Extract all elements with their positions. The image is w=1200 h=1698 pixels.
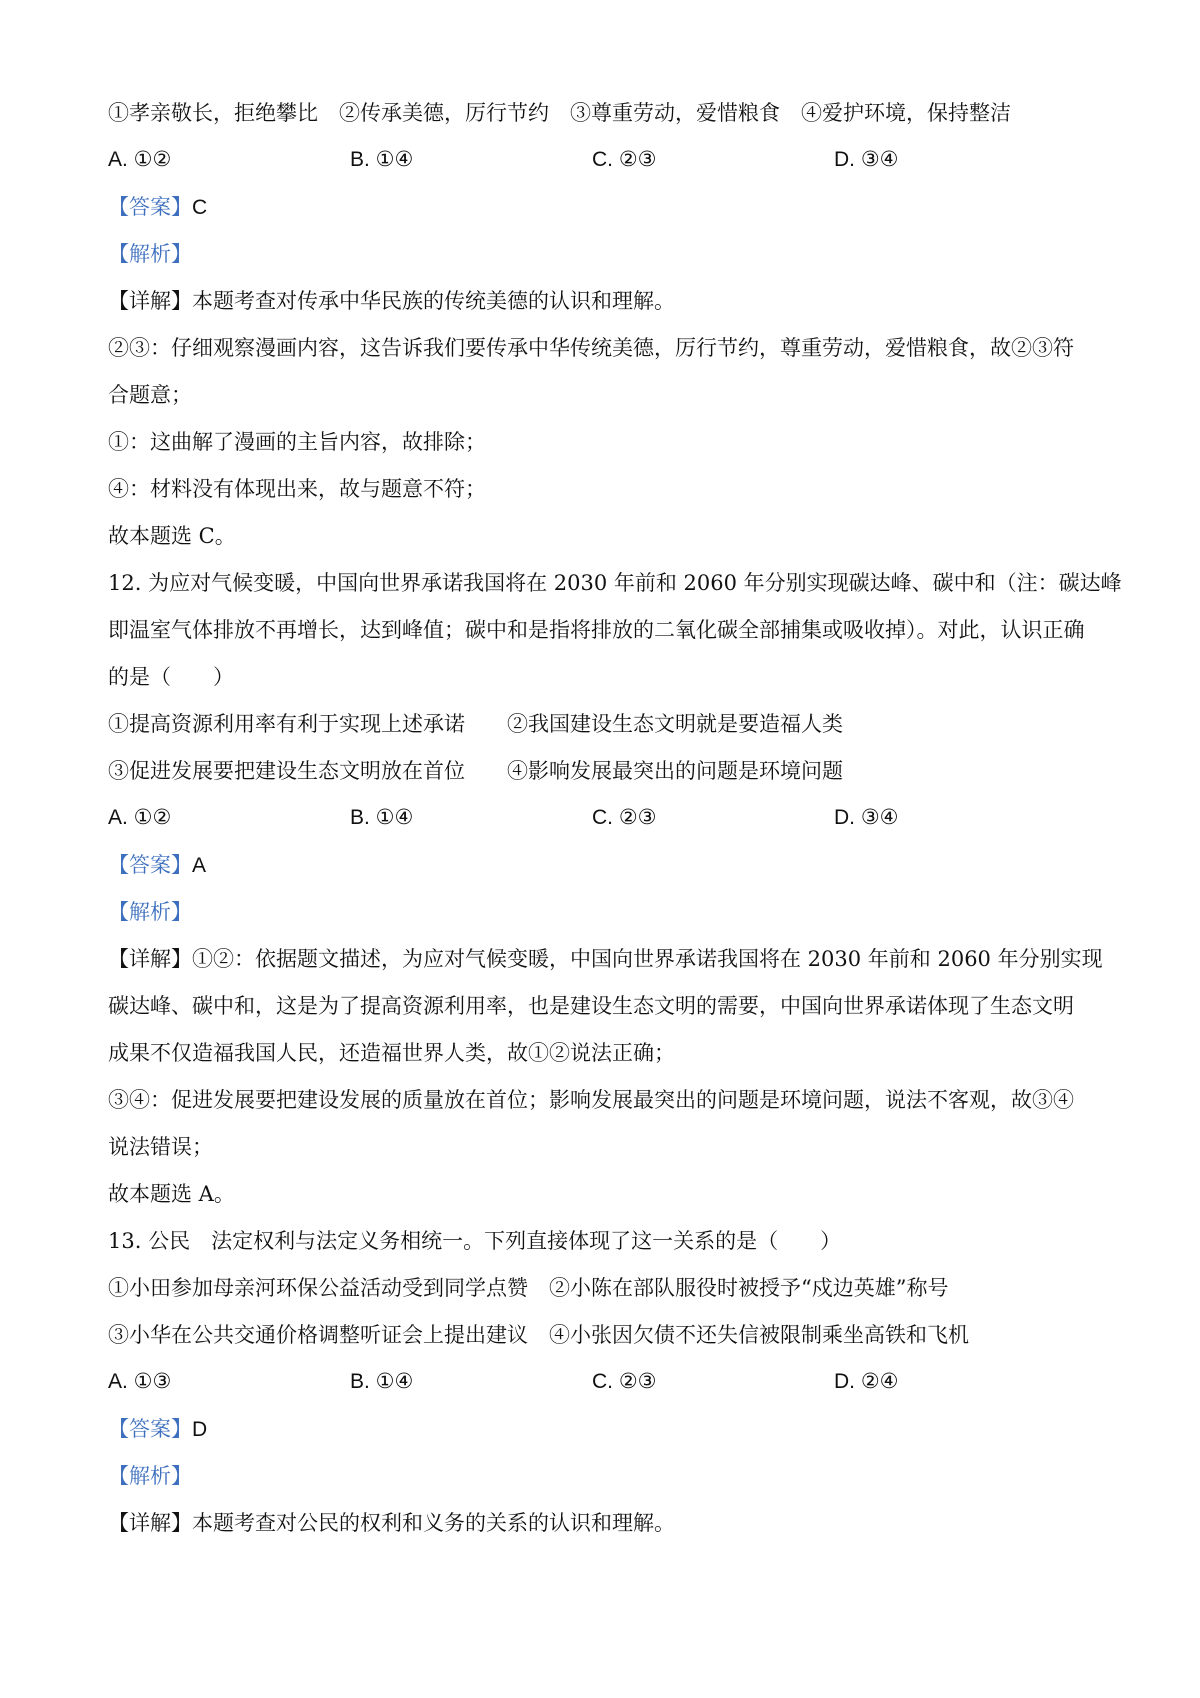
q11-explanation-line: ②③：仔细观察漫画内容，这告诉我们要传承中华传统美德，厉行节约，尊重劳动，爱惜粮食，故②③符 xyxy=(108,336,1074,360)
q12-analysis-label: 【解析】 xyxy=(108,900,192,924)
q11-explanation-line: ④：材料没有体现出来，故与题意不符； xyxy=(108,477,486,501)
q12-explanation-line: 说法错误； xyxy=(108,1135,213,1159)
q12-option-a: A. ①② xyxy=(108,806,172,829)
q12-option-c: C. ②③ xyxy=(592,806,657,829)
q11-option-c: C. ②③ xyxy=(592,148,657,171)
q12-statements-line: ③促进发展要把建设生态文明放在首位 ④影响发展最突出的问题是环境问题 xyxy=(108,759,843,783)
q12-statements-line: ①提高资源利用率有利于实现上述承诺 ②我国建设生态文明就是要造福人类 xyxy=(108,712,843,736)
q12-explanation-line xyxy=(108,944,1103,974)
q11-option-a: A. ①② xyxy=(108,148,172,171)
q12-explanation-line: 成果不仅造福我国人民，还造福世界人类，故①②说法正确； xyxy=(108,1041,675,1065)
q12-explanation-line: 碳达峰、碳中和，这是为了提高资源利用率，也是建设生态文明的需要，中国向世界承诺体现了生态文明 xyxy=(108,994,1074,1018)
q13-option-a: A. ①③ xyxy=(108,1370,172,1393)
q11-detail xyxy=(108,286,1090,316)
q11-option-d: D. ③④ xyxy=(834,148,899,171)
detail-text: 本题考查对传承中华民族的传统美德的认识和理解。 xyxy=(192,289,675,313)
q13-answer xyxy=(108,1414,1090,1445)
answer-label: 【答案】 xyxy=(108,853,192,877)
detail-label: 【详解】 xyxy=(108,1511,192,1535)
q12-conclusion: 故本题选 A。 xyxy=(108,1182,235,1206)
q13-analysis-label: 【解析】 xyxy=(108,1464,192,1488)
q12-explanation-line: ③④：促进发展要把建设发展的质量放在首位；影响发展最突出的问题是环境问题，说法不客观，故③④ xyxy=(108,1088,1074,1112)
q12-option-d: D. ③④ xyxy=(834,806,899,829)
q13-statements-line: ③小华在公共交通价格调整听证会上提出建议 ④小张因欠债不还失信被限制乘坐高铁和飞机 xyxy=(108,1323,969,1347)
q12-stem-line: 的是（ ） xyxy=(108,665,234,689)
q11-statements: ①孝亲敬长，拒绝攀比 ②传承美德，厉行节约 ③尊重劳动，爱惜粮食 ④爱护环境，保持整洁 xyxy=(108,101,1011,125)
q11-answer xyxy=(108,192,1090,223)
detail-text: 本题考查对公民的权利和义务的关系的认识和理解。 xyxy=(192,1511,675,1535)
q12-option-b: B. ①④ xyxy=(350,806,414,829)
q13-option-d: D. ②④ xyxy=(834,1370,899,1393)
answer-value: D xyxy=(192,1418,208,1441)
q11-analysis-label: 【解析】 xyxy=(108,242,192,266)
answer-label: 【答案】 xyxy=(108,1417,192,1441)
q12-stem-line: 即温室气体排放不再增长，达到峰值；碳中和是指将排放的二氧化碳全部捕集或吸收掉）。对此，认识正确 xyxy=(108,618,1085,642)
q13-statements-line: ①小田参加母亲河环保公益活动受到同学点赞 ②小陈在部队服役时被授予“戍边英雄”称号 xyxy=(108,1276,949,1300)
q13-option-c: C. ②③ xyxy=(592,1370,657,1393)
q12-stem-line: 12. 为应对气候变暖，中国向世界承诺我国将在 2030 年前和 2060 年分别实现碳达峰、碳中和（注：碳达峰 xyxy=(108,571,1122,595)
q11-option-b: B. ①④ xyxy=(350,148,414,171)
q13-stem: 13. 公民 法定权利与法定义务相统一。下列直接体现了这一关系的是（ ） xyxy=(108,1229,842,1253)
answer-value: C xyxy=(192,196,208,219)
detail-label: 【详解】 xyxy=(108,947,192,971)
q13-option-b: B. ①④ xyxy=(350,1370,414,1393)
q11-conclusion: 故本题选 C。 xyxy=(108,524,236,548)
q13-detail xyxy=(108,1508,1090,1538)
answer-label: 【答案】 xyxy=(108,195,192,219)
detail-label: 【详解】 xyxy=(108,289,192,313)
q11-explanation-line: ①：这曲解了漫画的主旨内容，故排除； xyxy=(108,430,486,454)
q11-explanation-line: 合题意； xyxy=(108,383,192,407)
answer-value: A xyxy=(192,854,207,877)
detail-text: ①②：依据题文描述，为应对气候变暖，中国向世界承诺我国将在 2030 年前和 2060 年分别实现 xyxy=(192,947,1103,971)
q12-answer xyxy=(108,850,1090,881)
